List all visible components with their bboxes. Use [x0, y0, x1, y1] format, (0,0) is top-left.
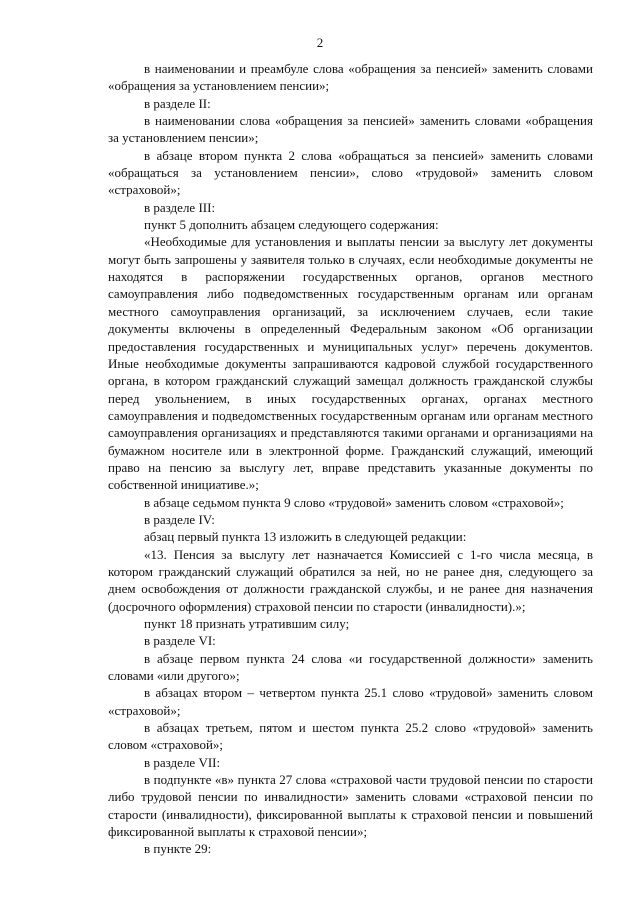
paragraph: в разделе VII:: [144, 754, 221, 770]
paragraph: в абзаце первом пункта 24 слова «и государственной должности» заменить словами «или другого»;: [108, 650, 593, 684]
document-body: [108, 60, 593, 858]
page-number: 2: [316, 35, 324, 50]
paragraph: «13. Пенсия за выслугу лет назначается Комиссией с 1-го числа месяца, в котором гражданский служащий обратился за ней, но не ранее дня, следующего за днем освобождения от должности гражданской службы, и не ранее дня назначения (досрочного оформления) страховой пенсии по старости (инвалидности).»;: [108, 546, 593, 614]
paragraph: в подпункте «в» пункта 27 слова «страховой части трудовой пенсии по старости либо трудовой пенсии по инвалидности» заменить словами «страховой пенсии по старости (инвалидности), фиксированной выплаты к страховой пенсии и повышений фиксированной выплаты к страховой пенсии»;: [108, 772, 593, 840]
paragraph: в разделе II:: [144, 95, 211, 111]
paragraph: в абзацах втором – четвертом пункта 25.1 слово «трудовой» заменить словом «страховой»;: [108, 685, 593, 718]
paragraph: «Необходимые для установления и выплаты пенсии за выслугу лет документы могут быть запрошены у заявителя только в случаях, если необходимые документы не находятся в распоряжении государственных органов, органов местного самоуправления либо подведомственных государственным органам или органам местного самоуправления организаций, за исключением случаев, если такие документы включены в определенный Федеральным законом «Об организации предоставления государственных и муниципальных услуг» перечень документов. Иные необходимые документы запрашиваются кадровой службой государственного органа, в котором гражданский служащий замещал должность гражданской службы перед увольнением, в иных государственных органах, органах местного самоуправления и подведомственных государственным органам или органам местного самоуправления организациях и представляются такими органами и организациями на бумажном носителе или в электронной форме. Гражданский служащий, имеющий право на пенсию за выслугу лет, вправе представить указанные документы по собственной инициативе.»;: [108, 234, 593, 493]
paragraph: в разделе III:: [144, 199, 216, 215]
paragraph: в абзацах третьем, пятом и шестом пункта 25.2 слово «трудовой» заменить словом «страховой»;: [108, 720, 593, 753]
paragraph: в наименовании слова «обращения за пенсией» заменить словами «обращения за установлением пенсии»;: [108, 113, 593, 146]
paragraph: абзац первый пункта 13 изложить в следующей редакции:: [144, 529, 467, 545]
paragraph: в разделе IV:: [144, 511, 215, 527]
paragraph: в наименовании и преамбуле слова «обращения за пенсией» заменить словами «обращения за установлением пенсии»;: [108, 61, 593, 94]
paragraph: в абзаце втором пункта 2 слова «обращаться за пенсией» заменить словами «обращаться за установлением пенсии», слово «трудовой» заменить словом «страховой»;: [108, 147, 593, 198]
paragraph: пункт 18 признать утратившим силу;: [144, 616, 350, 631]
paragraph: в абзаце седьмом пункта 9 слово «трудовой» заменить словом «страховой»;: [144, 494, 564, 510]
paragraph: пункт 5 дополнить абзацем следующего содержания:: [144, 217, 439, 233]
paragraph: в пункте 29:: [144, 841, 212, 857]
paragraph: в разделе VI:: [144, 633, 216, 649]
